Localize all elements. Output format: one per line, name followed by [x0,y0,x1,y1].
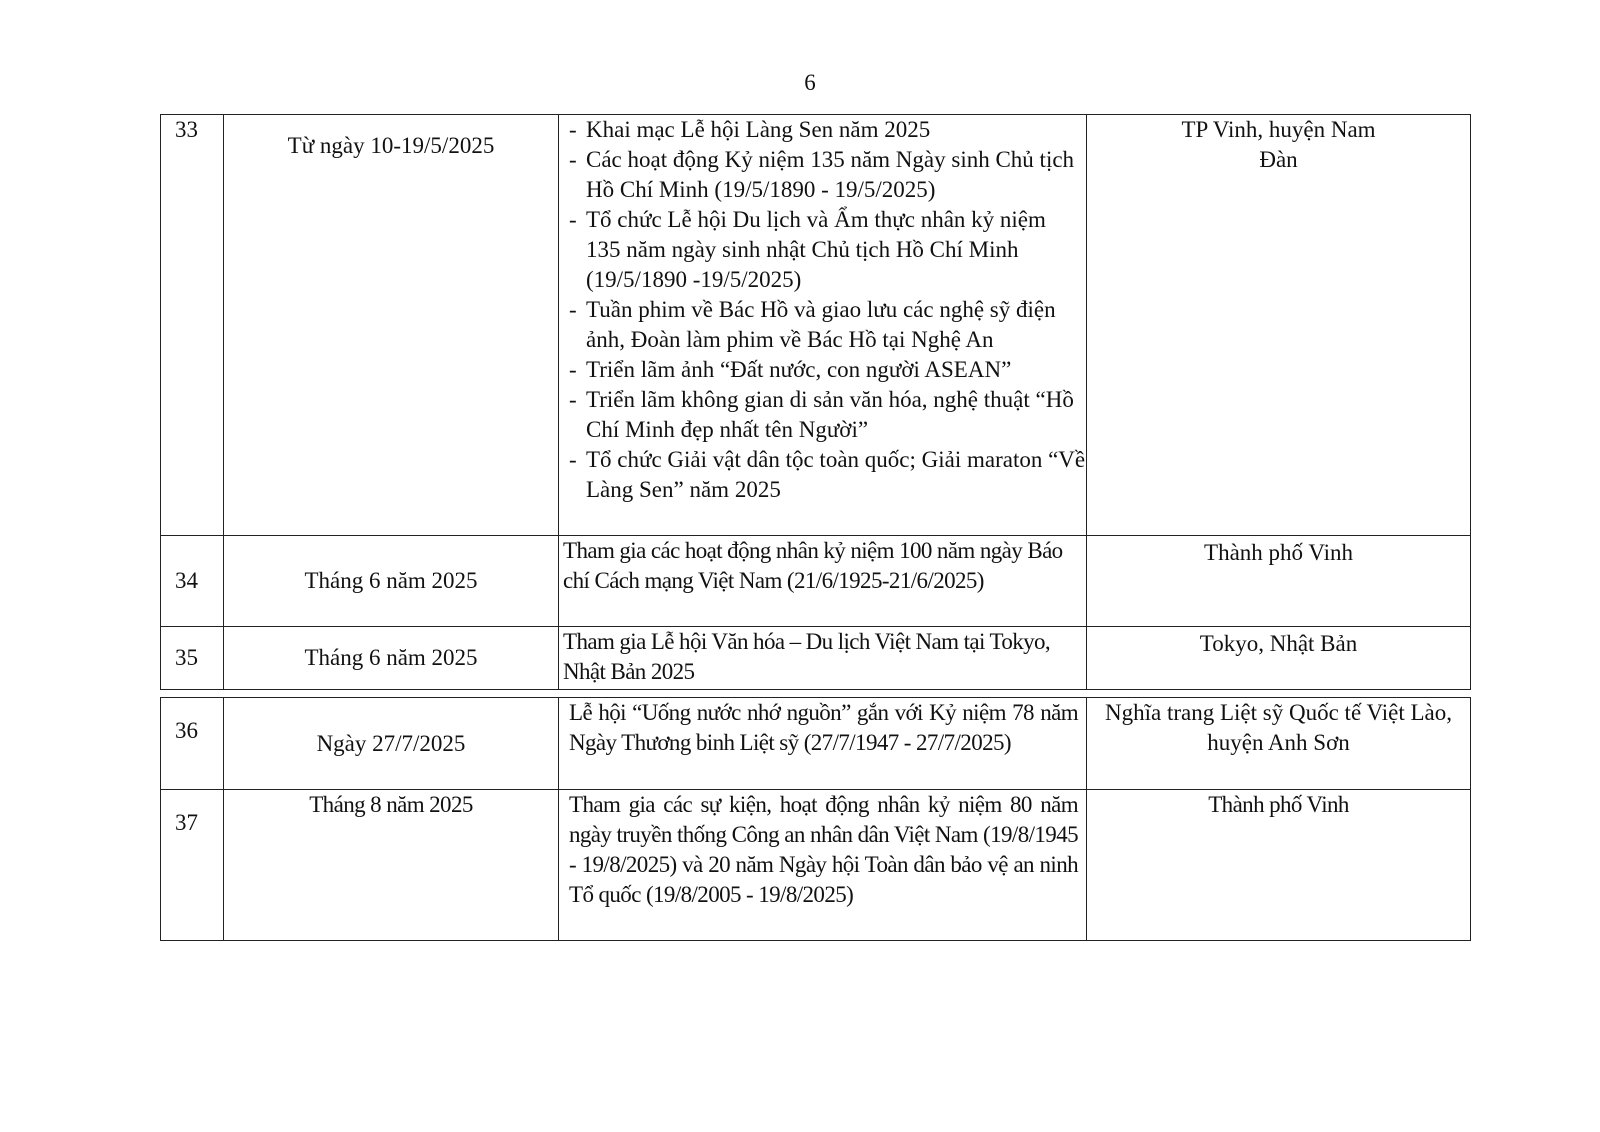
row-location: Thành phố Vinh [1087,536,1471,627]
row-time: Từ ngày 10-19/5/2025 [224,115,559,536]
list-item: - Triển lãm không gian di sản văn hóa, nghệ thuật “Hồ Chí Minh đẹp nhất tên Người” [569,387,1074,442]
row-content: Tham gia các hoạt động nhân kỷ niệm 100 năm ngày Báo chí Cách mạng Việt Nam (21/6/1925-21/6/2025) [559,536,1087,627]
row-time: Tháng 6 năm 2025 [224,536,559,627]
row-location: Tokyo, Nhật Bản [1087,627,1471,690]
list-item: - Các hoạt động Kỷ niệm 135 năm Ngày sinh Chủ tịch Hồ Chí Minh (19/5/1890 - 19/5/2025) [569,147,1075,202]
row-number: 35 [161,627,224,690]
list-item: - Khai mạc Lễ hội Làng Sen năm 2025 [569,117,931,142]
row-location: Nghĩa trang Liệt sỹ Quốc tế Việt Lào, huyện Anh Sơn [1087,698,1471,790]
location-line: Đàn [1259,147,1298,172]
row-content [559,115,1087,536]
table-row [161,627,1471,690]
row-time: Tháng 8 năm 2025 [224,790,559,941]
row-number: 33 [161,115,224,536]
table-row [161,790,1471,941]
page-number: 6 [804,70,816,95]
location-line: TP Vinh, huyện Nam [1181,117,1376,142]
row-time: Tháng 6 năm 2025 [224,627,559,690]
row-number: 36 [161,698,224,790]
events-table-part-2 [160,697,1471,941]
row-location: Thành phố Vinh [1087,790,1471,941]
table-row [161,115,1471,536]
row-time: Ngày 27/7/2025 [224,698,559,790]
row-number: 37 [161,790,224,941]
list-item: - Tổ chức Lễ hội Du lịch và Ẩm thực nhân kỷ niệm 135 năm ngày sinh nhật Chủ tịch Hồ Chí Minh (19/5/1890 -19/5/2025) [569,207,1046,292]
events-table-part-1 [160,114,1471,690]
table-row [161,698,1471,790]
list-item: - Tổ chức Giải vật dân tộc toàn quốc; Giải maraton “Về Làng Sen” năm 2025 [569,447,1086,502]
activity-list [559,115,1086,505]
row-content: Lễ hội “Uống nước nhớ nguồn” gắn với Kỷ niệm 78 năm Ngày Thương binh Liệt sỹ (27/7/1947 - 27/7/2025) [559,698,1087,790]
table-row [161,536,1471,627]
row-content: Tham gia các sự kiện, hoạt động nhân kỷ niệm 80 năm ngày truyền thống Công an nhân dân Việt Nam (19/8/1945 - 19/8/2025) và 20 năm Ngày hội Toàn dân bảo vệ an ninh Tổ quốc (19/8/2005 - 19/8/2025) [559,790,1087,941]
row-number: 34 [161,536,224,627]
row-location [1087,115,1471,536]
list-item: - Triển lãm ảnh “Đất nước, con người ASEAN” [569,357,1012,382]
row-content: Tham gia Lễ hội Văn hóa – Du lịch Việt Nam tại Tokyo, Nhật Bản 2025 [559,627,1087,690]
list-item: - Tuần phim về Bác Hồ và giao lưu các nghệ sỹ điện ảnh, Đoàn làm phim về Bác Hồ tại Nghệ An [569,297,1056,352]
